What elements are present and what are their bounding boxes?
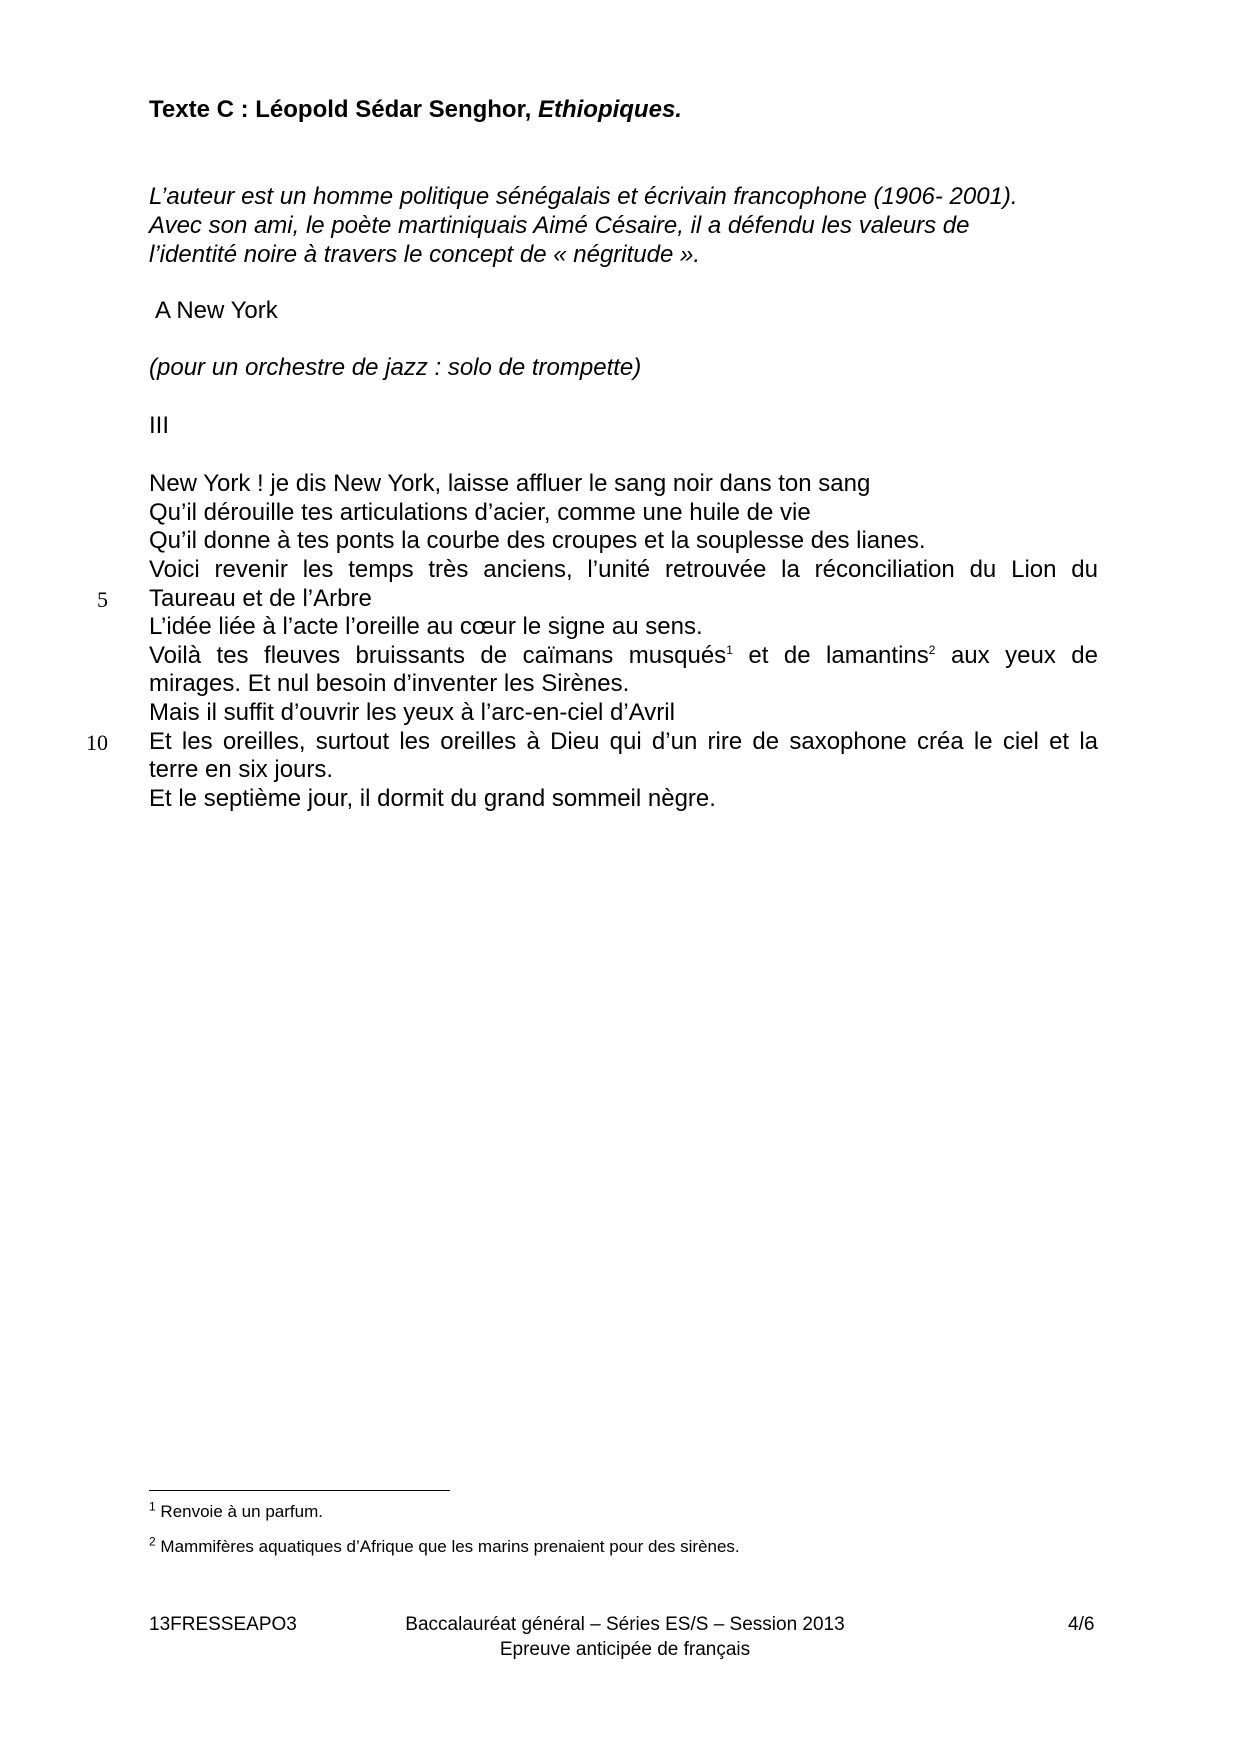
footer-code: 13FRESSEAPO3 (149, 1614, 297, 1635)
poem-line-part: aux yeux de (935, 642, 1098, 669)
footer-line-2: Epreuve anticipée de français (499, 1639, 751, 1660)
poem-line: Voici revenir les temps très anciens, l’unité retrouvée la réconciliation du Lion du (149, 556, 1098, 583)
poem-line-part: et de lamantins (732, 642, 929, 669)
footnote-mark: 1 (149, 1499, 156, 1514)
footnote-text: Mammifères aquatiques d’Afrique que les marins prenaient pour des sirènes. (155, 1537, 740, 1556)
title-prefix: Texte C : Léopold Sédar Senghor, (149, 96, 538, 123)
poem-title: A New York (155, 297, 278, 324)
poem-line (149, 641, 1098, 670)
footnote-separator (149, 1490, 450, 1491)
footer-line-1: Baccalauréat général – Séries ES/S – Session 2013 (405, 1614, 845, 1635)
footnote-2 (149, 1534, 740, 1557)
footnote-ref: 1 (726, 643, 733, 657)
poem-section: III (149, 412, 170, 439)
author-intro (149, 182, 1018, 269)
document-title (149, 96, 682, 124)
poem-line: Et les oreilles, surtout les oreilles à Dieu qui d’un rire de saxophone créa le ciel et la (149, 728, 1098, 755)
footer-page-number: 4/6 (1068, 1614, 1095, 1635)
poem-line: Mais il suffit d’ouvrir les yeux à l’arc-en-ciel d’Avril (149, 699, 675, 726)
intro-line: L’auteur est un homme politique sénégalais et écrivain francophone (1906- 2001). (149, 183, 1018, 210)
footnote-1 (149, 1499, 323, 1522)
poem-line: New York ! je dis New York, laisse affluer le sang noir dans ton sang (149, 470, 871, 497)
poem-line: terre en six jours. (149, 756, 334, 783)
poem-line: mirages. Et nul besoin d’inventer les Sirènes. (149, 670, 630, 697)
title-work: Ethiopiques. (537, 96, 682, 123)
footnote-text: Renvoie à un parfum. (155, 1502, 323, 1521)
line-number-5: 5 (97, 587, 108, 612)
intro-line: l’identité noire à travers le concept de « négritude ». (149, 241, 701, 268)
footnote-mark: 2 (149, 1534, 156, 1549)
poem-dedication: (pour un orchestre de jazz : solo de trompette) (149, 354, 642, 381)
poem-line: Taureau et de l’Arbre (149, 585, 372, 612)
poem-line: Et le septième jour, il dormit du grand sommeil nègre. (149, 785, 716, 812)
poem-line: L’idée liée à l’acte l’oreille au cœur le signe au sens. (149, 613, 703, 640)
poem-line-part: Voilà tes fleuves bruissants de caïmans musqués (149, 642, 727, 669)
line-number-10: 10 (86, 730, 108, 755)
footnote-ref: 2 (928, 643, 936, 657)
poem-line: Qu’il dérouille tes articulations d’acier, comme une huile de vie (149, 499, 811, 526)
poem-line: Qu’il donne à tes ponts la courbe des croupes et la souplesse des lianes. (149, 527, 926, 554)
intro-line: Avec son ami, le poète martiniquais Aimé Césaire, il a défendu les valeurs de (149, 212, 970, 239)
